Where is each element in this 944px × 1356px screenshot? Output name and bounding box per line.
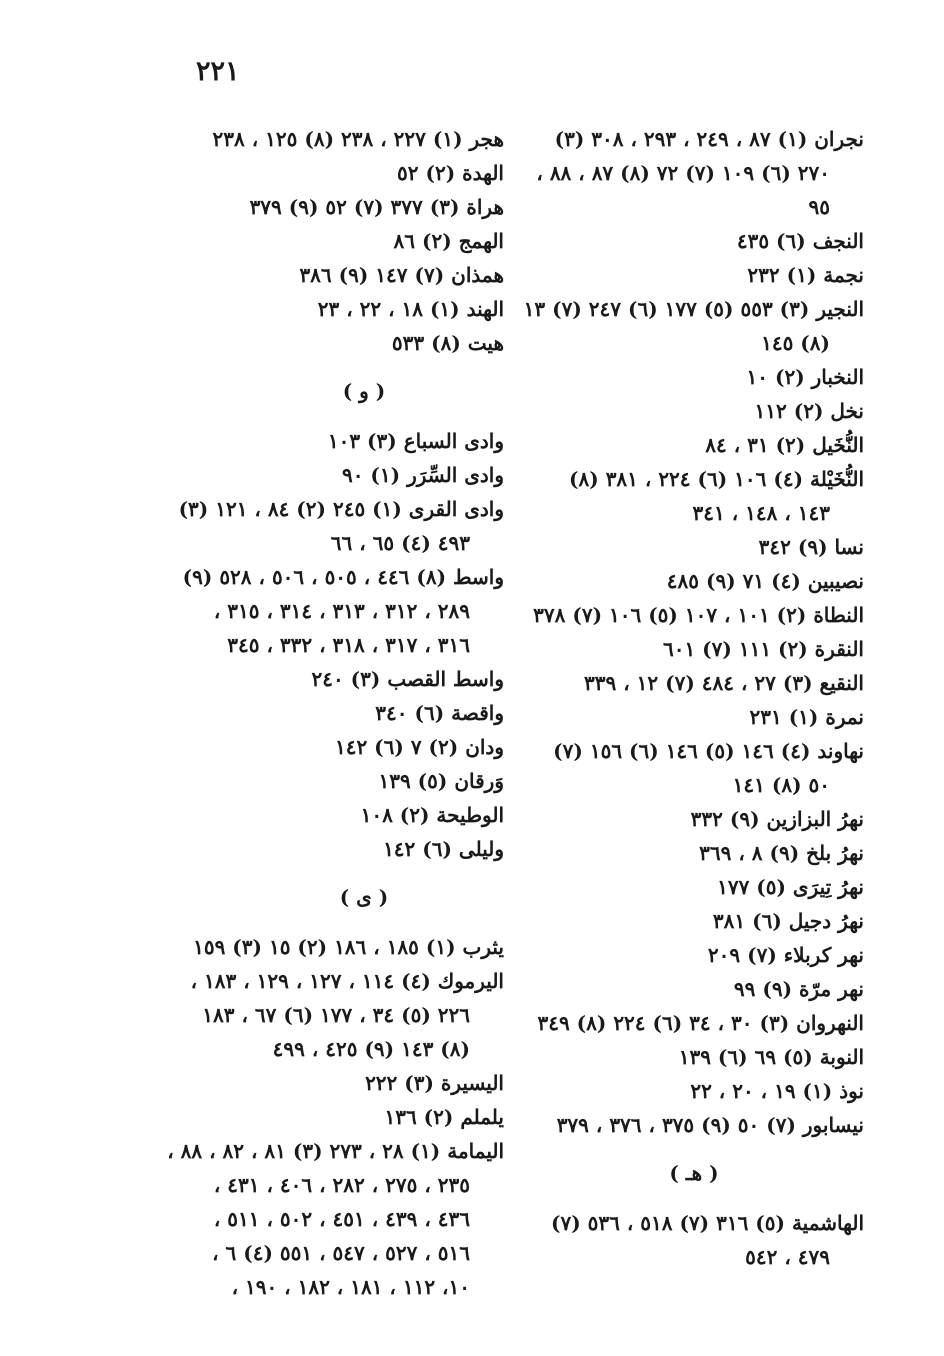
entry-list-nun <box>464 122 864 1142</box>
entry-continuation-line: (٨) ١٤٣ (٩) ٤٢٥ ، ٤٩٩ <box>272 1037 470 1061</box>
index-entry <box>164 258 504 292</box>
section-header-ha: ( هـ ) <box>669 1161 719 1185</box>
entry-line: النُّخَيْلة (٤) ١٠٦ (٦) ٢٢٤ ، ٣٨١ (٨) <box>569 467 864 491</box>
entry-line: النخبار (٢) ١٠ <box>746 365 864 389</box>
entry-line: نخل (٢) ١١٢ <box>754 399 864 423</box>
entry-list-ya <box>164 930 504 1304</box>
index-entry <box>164 930 504 964</box>
section-header-ya: ( ى ) <box>339 885 389 909</box>
entry-line: الهاشمية (٥) ٣١٦ (٧) ٥١٨ ، ٥٣٦ (٧) <box>550 1211 864 1235</box>
entry-line: النوبة (٥) ٦٩ (٦) ١٣٩ <box>678 1045 864 1069</box>
entry-line: وليلى (٦) ١٤٢ <box>383 837 504 861</box>
index-entry <box>464 700 864 734</box>
entry-continuation-line: ٥١٦ ، ٥٢٧ ، ٥٤٧ ، ٥٥١ (٤) ٦ ، <box>212 1241 470 1265</box>
entry-line: نسا (٩) ٣٤٢ <box>758 535 864 559</box>
entry-line: نيسابور (٧) ٥٠ (٩) ٣٧٥ ، ٣٧٦ ، ٣٧٩ <box>556 1113 864 1137</box>
page-number: ٢٢١ <box>196 56 240 87</box>
entry-continuation-line: ٣١٦ ، ٣١٧ ، ٣١٨ ، ٣٣٢ ، ٣٤٥ <box>227 633 470 657</box>
index-entry <box>164 292 504 326</box>
entry-line: اليرموك (٤) ١١٤ ، ١٢٧ ، ١٢٩ ، ١٨٣ ، <box>190 969 504 993</box>
entry-line: النقيع (٣) ٢٧ ، ٤٨٤ (٧) ١٢ ، ٣٣٩ <box>584 671 864 695</box>
index-entry <box>164 798 504 832</box>
entry-line: نهر كربلاء (٧) ٢٠٩ <box>707 943 864 967</box>
entry-line: نهر مرّة (٩) ٩٩ <box>733 977 864 1001</box>
index-entry <box>464 1006 864 1040</box>
index-entry <box>164 156 504 190</box>
entry-continuation-line: ١٤٣ ، ١٤٨ ، ٣٤١ <box>692 501 830 525</box>
index-entry <box>464 632 864 666</box>
entry-continuation-line: ٩٥ <box>808 195 830 219</box>
index-entry <box>164 424 504 458</box>
index-entry <box>464 360 864 394</box>
index-entry <box>464 1074 864 1108</box>
index-entry <box>464 1040 864 1074</box>
left-column <box>164 122 504 1304</box>
index-entry <box>464 258 864 292</box>
index-entry <box>464 734 864 802</box>
entry-line: نهرُ البزازين (٩) ٣٣٢ <box>690 807 864 831</box>
entry-continuation-line: ٤٩٣ (٤) ٦٥ ، ٦٦ <box>330 531 470 555</box>
entry-line: النقرة (٢) ١١١ (٧) ٦٠١ <box>662 637 864 661</box>
index-entry <box>464 1108 864 1142</box>
index-entry <box>164 964 504 1066</box>
entry-line: ودان (٢) ٧ (٦) ١٤٢ <box>334 735 504 759</box>
index-entry <box>164 764 504 798</box>
right-column <box>464 122 864 1274</box>
entry-list-ha <box>464 1206 864 1274</box>
index-entry <box>464 394 864 428</box>
index-entry <box>164 122 504 156</box>
entry-line: النُّخَيل (٢) ٣١ ، ٨٤ <box>705 433 864 457</box>
entry-line: نمرة (١) ٢٣١ <box>749 705 864 729</box>
index-entry <box>464 224 864 258</box>
index-entry <box>164 190 504 224</box>
entry-continuation-line: ٤٧٩ ، ٥٤٢ <box>745 1245 830 1269</box>
index-entry <box>164 224 504 258</box>
entry-line: النهروان (٣) ٣٠ ، ٣٤ (٦) ٢٢٤ (٨) ٣٤٩ <box>537 1011 864 1035</box>
index-entry <box>164 662 504 696</box>
entry-continuation-line: ٤٣٦ ، ٤٣٩ ، ٤٥١ ، ٥٠٢ ، ٥١١ ، <box>213 1207 470 1231</box>
index-entry <box>464 598 864 632</box>
index-entry <box>464 972 864 1006</box>
index-entry <box>164 492 504 560</box>
entry-line: اليسيرة (٣) ٢٢٢ <box>365 1071 504 1095</box>
entry-line: نجمة (١) ٢٣٢ <box>747 263 864 287</box>
entry-line: وَرقان (٥) ١٣٩ <box>378 769 504 793</box>
index-entry <box>164 1134 504 1304</box>
index-entry <box>464 292 864 360</box>
index-entry <box>164 458 504 492</box>
entry-line: الهند (١) ١٨ ، ٢٢ ، ٢٣ <box>317 297 504 321</box>
entry-line: اليمامة (١) ٢٨ ، ٢٧٣ (٣) ٨١ ، ٨٢ ، ٨٨ ، <box>167 1139 504 1163</box>
entry-continuation-line: ٥٠ (٨) ١٤١ <box>732 773 830 797</box>
index-entry <box>464 666 864 700</box>
section-header-waw: ( و ) <box>342 379 386 403</box>
entry-line: واسط (٨) ٤٤٦ ، ٥٠٥ ، ٥٠٦ ، ٥٢٨ (٩) <box>182 565 504 589</box>
index-entry <box>464 836 864 870</box>
entry-line: واسط القصب (٣) ٢٤٠ <box>311 667 504 691</box>
index-entry <box>464 870 864 904</box>
entry-continuation-line: ٢٢٦ (٥) ٣٤ ، ١٧٧ (٦) ٦٧ ، ١٨٣ <box>202 1003 470 1027</box>
entry-line: نهرُ دجيل (٦) ٣٨١ <box>712 909 864 933</box>
entry-line: الهمج (٢) ٨٦ <box>393 229 504 253</box>
entry-line: النجير (٣) ٥٥٣ (٥) ١٧٧ (٦) ٢٤٧ (٧) ١٣ <box>523 297 864 321</box>
entry-line: وادى القرى (١) ٢٤٥ (٢) ٨٤ ، ١٢١ (٣) <box>178 497 504 521</box>
entry-line: وادى السباع (٣) ١٠٣ <box>327 429 504 453</box>
index-entry <box>464 428 864 462</box>
entry-line: يثرب (١) ١٨٥ ، ١٨٦ (٢) ١٥ (٣) ١٥٩ <box>193 935 504 959</box>
entry-continuation-line: ١٠، ١١٢ ، ١٨١ ، ١٨٢ ، ١٩٠ ، <box>231 1275 470 1299</box>
index-entry <box>464 938 864 972</box>
index-entry <box>164 1100 504 1134</box>
entry-list-waw <box>164 424 504 866</box>
entry-line: نهاوند (٤) ١٤٦ (٥) ١٤٦ (٦) ١٥٦ (٧) <box>553 739 864 763</box>
index-entry <box>164 696 504 730</box>
entry-line: نهرُ تِيرَى (٥) ١٧٧ <box>717 875 864 899</box>
index-entry <box>464 564 864 598</box>
index-entry <box>464 530 864 564</box>
entry-list-ha-continued <box>164 122 504 360</box>
entry-line: نصيبين (٤) ٧١ (٩) ٤٨٥ <box>666 569 864 593</box>
entry-line: نهرُ بلخ (٩) ٨ ، ٣٦٩ <box>699 841 864 865</box>
index-entry <box>464 1206 864 1274</box>
entry-line: النجف (٦) ٤٣٥ <box>736 229 864 253</box>
index-entry <box>164 730 504 764</box>
index-entry <box>464 122 864 224</box>
entry-line: واقصة (٦) ٣٤٠ <box>375 701 504 725</box>
index-entry <box>464 802 864 836</box>
index-entry <box>464 904 864 938</box>
entry-line: هيت (٨) ٥٣٣ <box>391 331 504 355</box>
entry-line: همذان (٧) ١٤٧ (٩) ٣٨٦ <box>299 263 504 287</box>
entry-continuation-line: ٢٣٥ ، ٢٧٥ ، ٢٨٢ ، ٤٠٦ ، ٤٣١ ، <box>213 1173 470 1197</box>
index-entry <box>164 1066 504 1100</box>
entry-line: هجر (١) ٢٢٧ ، ٢٣٨ (٨) ١٢٥ ، ٢٣٨ <box>212 127 504 151</box>
entry-continuation-line: (٨) ١٤٥ <box>761 331 830 355</box>
entry-continuation-line: ٢٧٠ (٦) ١٠٩ (٧) ٧٢ (٨) ٨٧ ، ٨٨ ، <box>536 161 830 185</box>
entry-line: نوذ (١) ١٩ ، ٢٠ ، ٢٢ <box>690 1079 864 1103</box>
entry-line: الوطيحة (٢) ١٠٨ <box>360 803 504 827</box>
entry-continuation-line: ٢٨٩ ، ٣١٢ ، ٣١٣ ، ٣١٤ ، ٣١٥ ، <box>213 599 470 623</box>
entry-line: نجران (١) ٨٧ ، ٢٤٩ ، ٢٩٣ ، ٣٠٨ (٣) <box>554 127 864 151</box>
index-entry <box>164 326 504 360</box>
entry-line: النطاة (٢) ١٠١ ، ١٠٧ (٥) ١٠٦ (٧) ٣٧٨ <box>533 603 864 627</box>
entry-line: وادى السِّرَر (١) ٩٠ <box>341 463 504 487</box>
index-entry <box>464 462 864 530</box>
entry-line: هراة (٣) ٣٧٧ (٧) ٥٢ (٩) ٣٧٩ <box>249 195 504 219</box>
entry-line: الهدة (٢) ٥٢ <box>397 161 504 185</box>
entry-line: يلملم (٢) ١٣٦ <box>384 1105 504 1129</box>
index-entry <box>164 560 504 662</box>
index-entry <box>164 832 504 866</box>
